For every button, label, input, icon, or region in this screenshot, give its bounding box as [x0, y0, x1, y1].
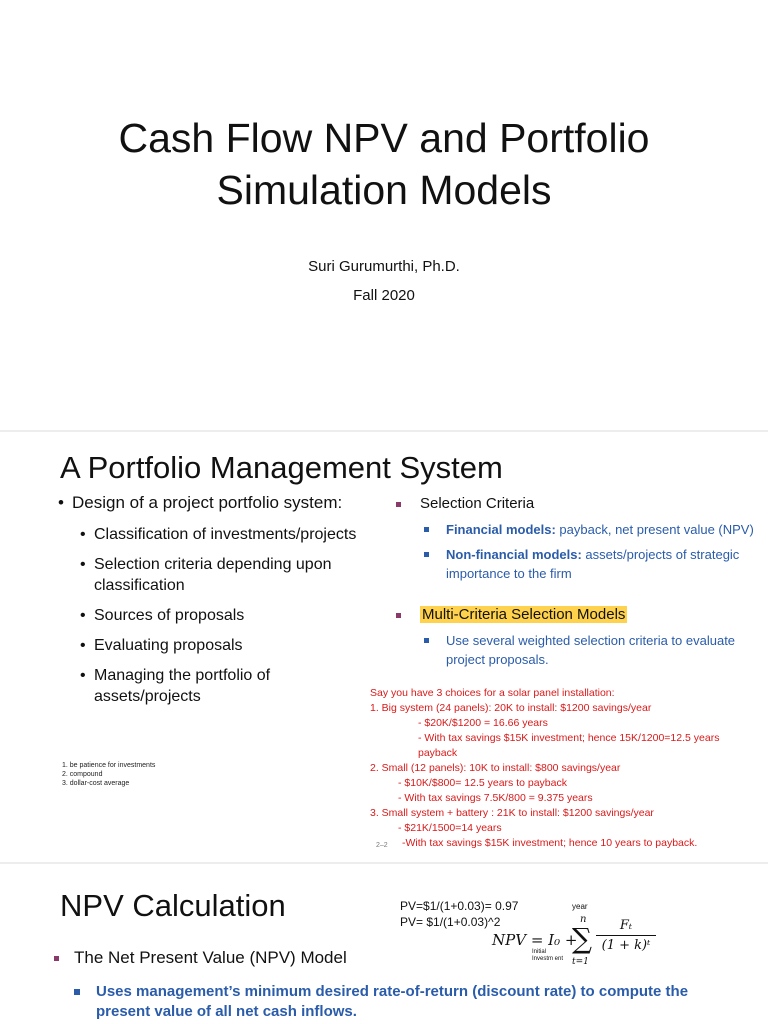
- square-bullet-icon: [74, 989, 80, 995]
- formula-n: n: [580, 914, 587, 925]
- square-bullet-icon: [424, 552, 429, 557]
- title-line-1: Cash Flow NPV and Portfolio: [118, 115, 650, 161]
- square-bullet-icon: [54, 956, 59, 961]
- sub-bullet-list: [58, 524, 358, 707]
- term: Fall 2020: [353, 287, 415, 304]
- nonfinancial-models-item: Non-financial models: assets/projects of strategic importance to the firm: [396, 545, 756, 583]
- sigma-icon: ∑: [572, 922, 592, 955]
- npv-formula: [492, 888, 692, 980]
- bullet-dot-icon: •: [80, 637, 86, 654]
- left-column: [58, 492, 358, 716]
- slide-portfolio-system: [0, 432, 768, 862]
- square-bullet-icon: [424, 638, 429, 643]
- title-line-2: Simulation Models: [216, 167, 552, 213]
- npv-model-item: The Net Present Value (NPV) Model: [54, 948, 347, 968]
- npv-model-sub: Uses management’s minimum desired rate-of-return (discount rate) to compute the present value of all net cash inflows.: [96, 982, 736, 1022]
- list-item: • Evaluating proposals: [80, 637, 243, 654]
- formula-t1: t=1: [572, 957, 589, 967]
- slide-npv-calculation: [0, 864, 768, 1024]
- pv-examples: PV=$1/(1+0.03)= 0.97 PV= $1/(1+0.03)^2: [400, 899, 519, 929]
- formula-npv: NPV = I₀ +: [492, 931, 578, 949]
- list-item: • Classification of investments/projects: [80, 526, 357, 543]
- list-item: • Selection criteria depending upon classification: [80, 556, 332, 594]
- initial-investment-note: Initial Investm ent: [532, 949, 564, 962]
- square-bullet-icon: [424, 527, 429, 532]
- red-annotation-notes: Say you have 3 choices for a solar panel installation: 1. Big system (24 panels): 20K to install: $1200 savings/year - $20K/$1200 = 16.66 years - With tax savings $15K investment; hence 15K/1200=12.5 years payback 2. Small (12 panels): 10K to install: $800 savings/year - $10K/$800= 12.5 years to payback - With tax savings 7.5K/800 = 9.375 years 3. Small system + battery : 21K to install: $1200 savings/year - $21K/1500=14 years -With tax savings $15K investment; hence 10 years to payback.: [370, 687, 720, 849]
- financial-models-item: Financial models: payback, net present value (NPV): [396, 520, 756, 539]
- multi-criteria-sub: Use several weighted selection criteria to evaluate project proposals.: [396, 631, 756, 669]
- handwritten-notes: 1. be patience for investments 2. compound 3. dollar-cost average: [62, 762, 156, 787]
- list-item: • Managing the portfolio of assets/projects: [80, 667, 271, 705]
- right-column: [396, 494, 756, 669]
- bullet-dot-icon: •: [58, 493, 64, 512]
- bullet-dot-icon: •: [80, 607, 86, 624]
- slide-heading: NPV Calculation: [60, 888, 286, 923]
- selection-criteria-item: Selection Criteria: [396, 494, 756, 514]
- square-bullet-icon: [396, 613, 401, 618]
- fraction-line: [596, 935, 656, 936]
- slide-heading: A Portfolio Management System: [60, 450, 503, 485]
- bullet-dot-icon: •: [80, 526, 86, 543]
- slide-title-heading: [0, 112, 768, 216]
- bullet-dot-icon: •: [80, 556, 86, 573]
- formula-fraction: Fₜ (1 + k)ᵗ: [596, 918, 656, 953]
- multi-criteria-item: Multi-Criteria Selection Models: [396, 605, 756, 625]
- formula-year-label: year: [572, 902, 588, 911]
- author: Suri Gurumurthi, Ph.D.: [308, 258, 460, 275]
- list-item: • Sources of proposals: [80, 607, 245, 624]
- main-bullet: • Design of a project portfolio system:: [58, 493, 343, 512]
- bullet-dot-icon: •: [80, 667, 86, 684]
- slide-title: [0, 0, 768, 430]
- square-bullet-icon: [396, 502, 401, 507]
- page-number: 2–2: [376, 842, 388, 849]
